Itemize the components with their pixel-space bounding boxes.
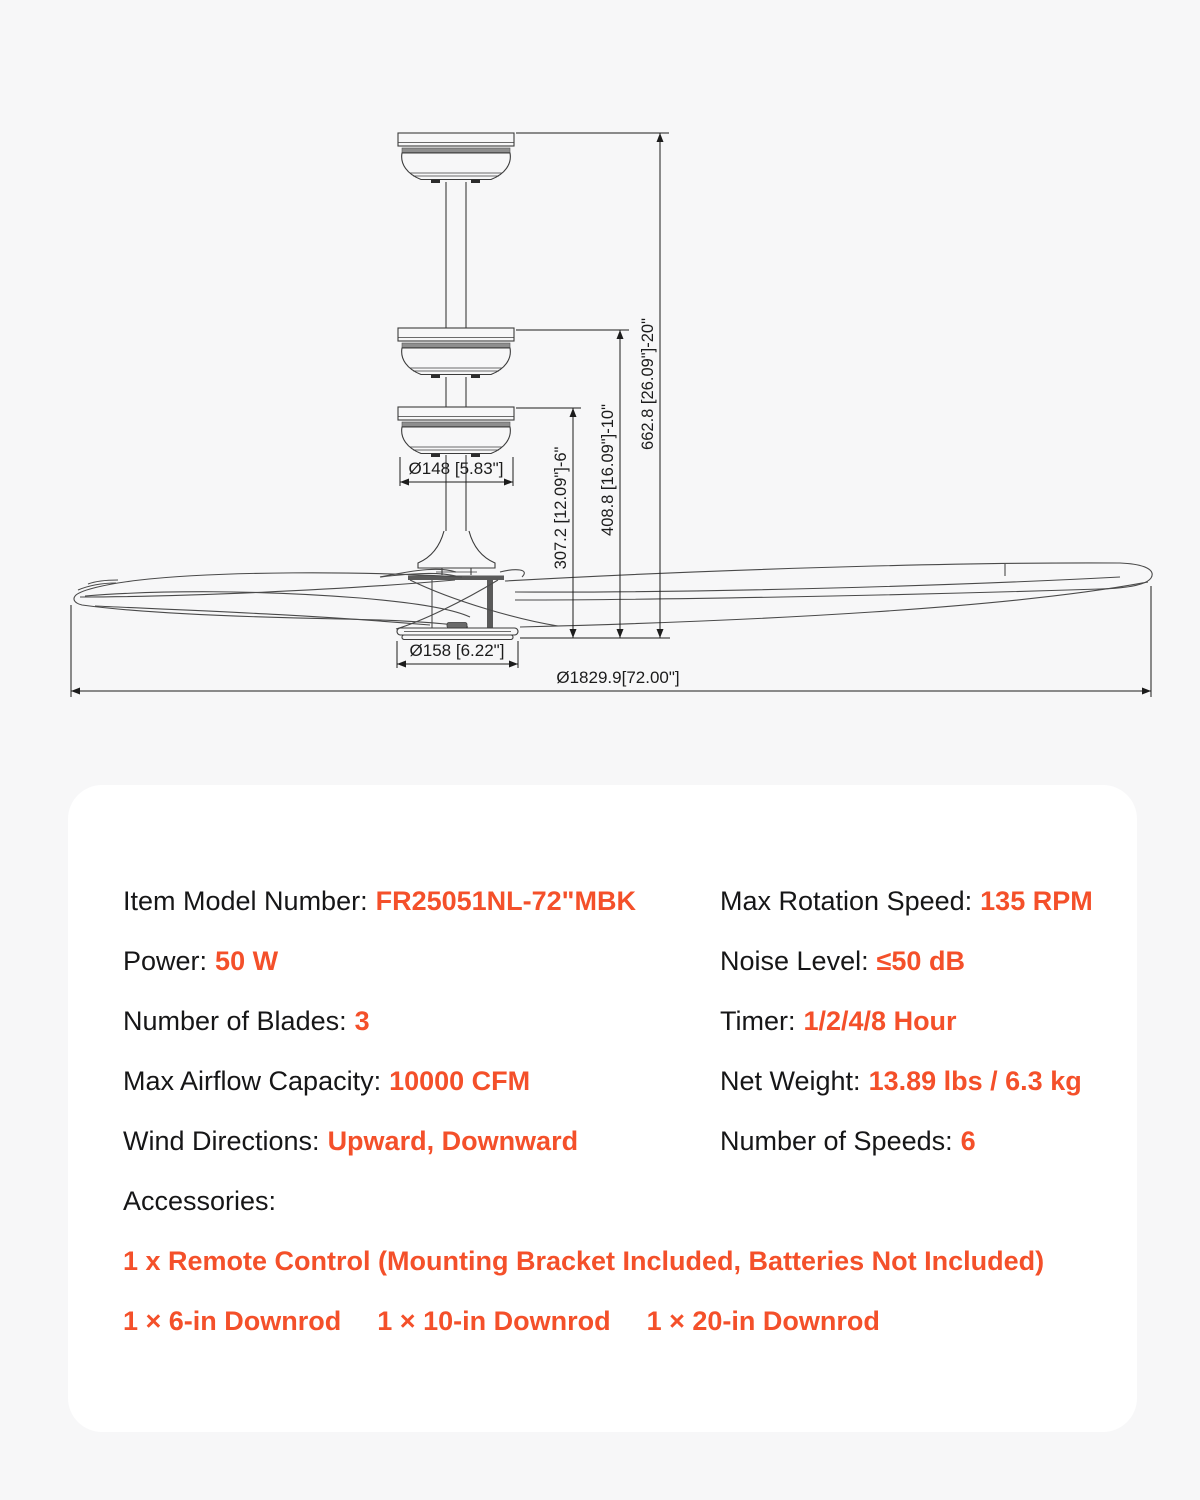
spec-column-right: [720, 871, 1137, 1231]
spec-label: Max Rotation Speed:: [720, 886, 973, 916]
spec-value: ≤50 dB: [876, 946, 965, 976]
bottom-cap: [397, 623, 518, 640]
spec-value: 50 W: [215, 946, 279, 976]
spec-label: Noise Level:: [720, 946, 869, 976]
accessory-downrod-20in: 1 × 20-in Downrod: [646, 1305, 880, 1336]
spec-columns: [123, 871, 1137, 1231]
spec-label: Max Airflow Capacity:: [123, 1066, 382, 1096]
spec-row-speeds: [720, 1111, 1137, 1171]
spec-value: 6: [960, 1126, 976, 1156]
accessory-downrod-6in: 1 × 6-in Downrod: [123, 1305, 342, 1336]
spec-row-noise-level: [720, 931, 1137, 991]
spec-row-airflow: [123, 1051, 720, 1111]
motor-bell: [418, 531, 495, 575]
dim-height-10in-label: 408.8 [16.09"]-10": [599, 404, 617, 536]
spec-label: Number of Speeds:: [720, 1126, 953, 1156]
canopy-10in-position: [398, 328, 514, 378]
spec-column-left: [123, 871, 720, 1231]
spec-row-wind-directions: [123, 1111, 720, 1171]
spec-label: Item Model Number:: [123, 886, 368, 916]
motor-shaft: [487, 580, 493, 628]
accessory-downrods-line: [123, 1291, 1137, 1351]
spec-row-net-weight: [720, 1051, 1137, 1111]
spec-row-rotation-speed: [720, 871, 1137, 931]
spec-row-accessories-heading: [123, 1171, 720, 1231]
spec-label: Net Weight:: [720, 1066, 861, 1096]
spec-value: 1/2/4/8 Hour: [803, 1006, 957, 1036]
spec-card: [68, 785, 1137, 1432]
canopy-20in-position: [398, 133, 514, 183]
spec-row-model: [123, 871, 720, 931]
spec-row-blades: [123, 991, 720, 1051]
spec-value: 10000 CFM: [389, 1066, 531, 1096]
spec-value: FR25051NL-72"MBK: [375, 886, 636, 916]
spec-value: 13.89 lbs / 6.3 kg: [868, 1066, 1082, 1096]
dim-height-20in-label: 662.8 [26.09"]-20": [639, 318, 657, 450]
fan-blades: [74, 563, 1152, 629]
accessory-remote-text: 1 x Remote Control (Mounting Bracket Included, Batteries Not Included): [123, 1245, 1045, 1276]
spec-row-power: [123, 931, 720, 991]
spec-label: Power:: [123, 946, 208, 976]
dim-overall-diameter-label: Ø1829.9[72.00"]: [556, 668, 680, 687]
spec-label: Wind Directions:: [123, 1126, 320, 1156]
spec-row-timer: [720, 991, 1137, 1051]
spec-value: 3: [354, 1006, 370, 1036]
dim-motor-base-diameter-label: Ø158 [6.22"]: [409, 641, 505, 660]
spec-label: Number of Blades:: [123, 1006, 347, 1036]
dim-canopy-diameter-label: Ø148 [5.83"]: [408, 459, 504, 478]
accessory-remote-line: [123, 1231, 1137, 1291]
canopy-6in-position: [398, 407, 514, 457]
spec-value: 135 RPM: [980, 886, 1093, 916]
spec-value: Upward, Downward: [327, 1126, 579, 1156]
spec-label: Timer:: [720, 1006, 796, 1036]
spec-label: Accessories:: [123, 1186, 277, 1216]
accessory-downrod-10in: 1 × 10-in Downrod: [377, 1305, 611, 1336]
downrod: [446, 182, 466, 531]
dim-height-6in-label: 307.2 [12.09"]-6": [552, 446, 570, 570]
